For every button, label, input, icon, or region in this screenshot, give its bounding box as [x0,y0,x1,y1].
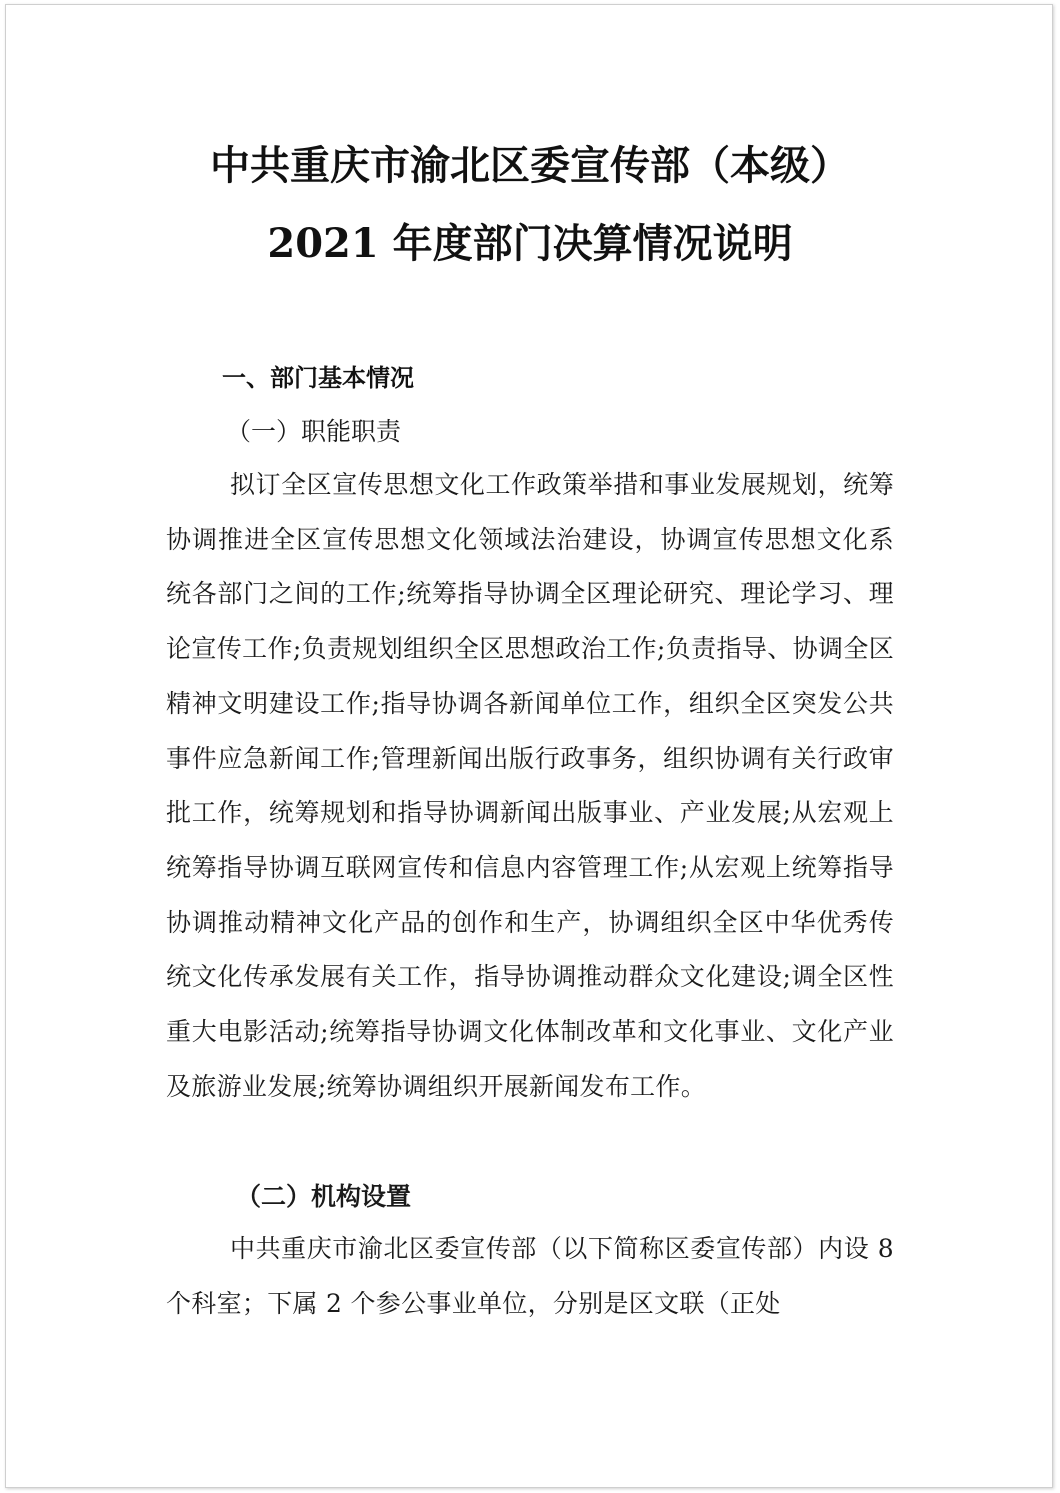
subheading-functions: （一）职能职责 [226,417,402,446]
paragraph-functions: 拟订全区宣传思想文化工作政策举措和事业发展规划，统筹协调推进全区宣传思想文化领域法治建设，协调宣传思想文化系统各部门之间的工作;统筹指导协调全区理论研究、理论学习、理论宣传工作;负责规划组织全区思想政治工作;负责指导、协调全区精神文明建设工作;指导协调各新闻单位工作，组织全区突发公共事件应急新闻工作;管理新闻出版行政事务，组织协调有关行政审批工作，统筹规划和指导协调新闻出版事业、产业发展;从宏观上统筹指导协调互联网宣传和信息内容管理工作;从宏观上统筹指导协调推动精神文化产品的创作和生产，协调组织全区中华优秀传统文化传承发展有关工作，指导协调推动群众文化建设;调全区性重大电影活动;统筹指导协调文化体制改革和文化事业、文化产业及旅游业发展;统筹协调组织开展新闻发布工作。 [166,470,894,1101]
paragraph-organization: 中共重庆市渝北区委宣传部（以下简称区委宣传部）内设 8 个科室；下属 2 个参公事业单位，分别是区文联（正处 [166,1234,894,1318]
document-title-line1: 中共重庆市渝北区委宣传部（本级） [210,142,850,189]
subheading-organization: （二）机构设置 [236,1182,412,1211]
section-heading-basic-info: 一、部门基本情况 [222,364,414,392]
document-title-line2: 2021 年度部门决算情况说明 [267,220,793,267]
